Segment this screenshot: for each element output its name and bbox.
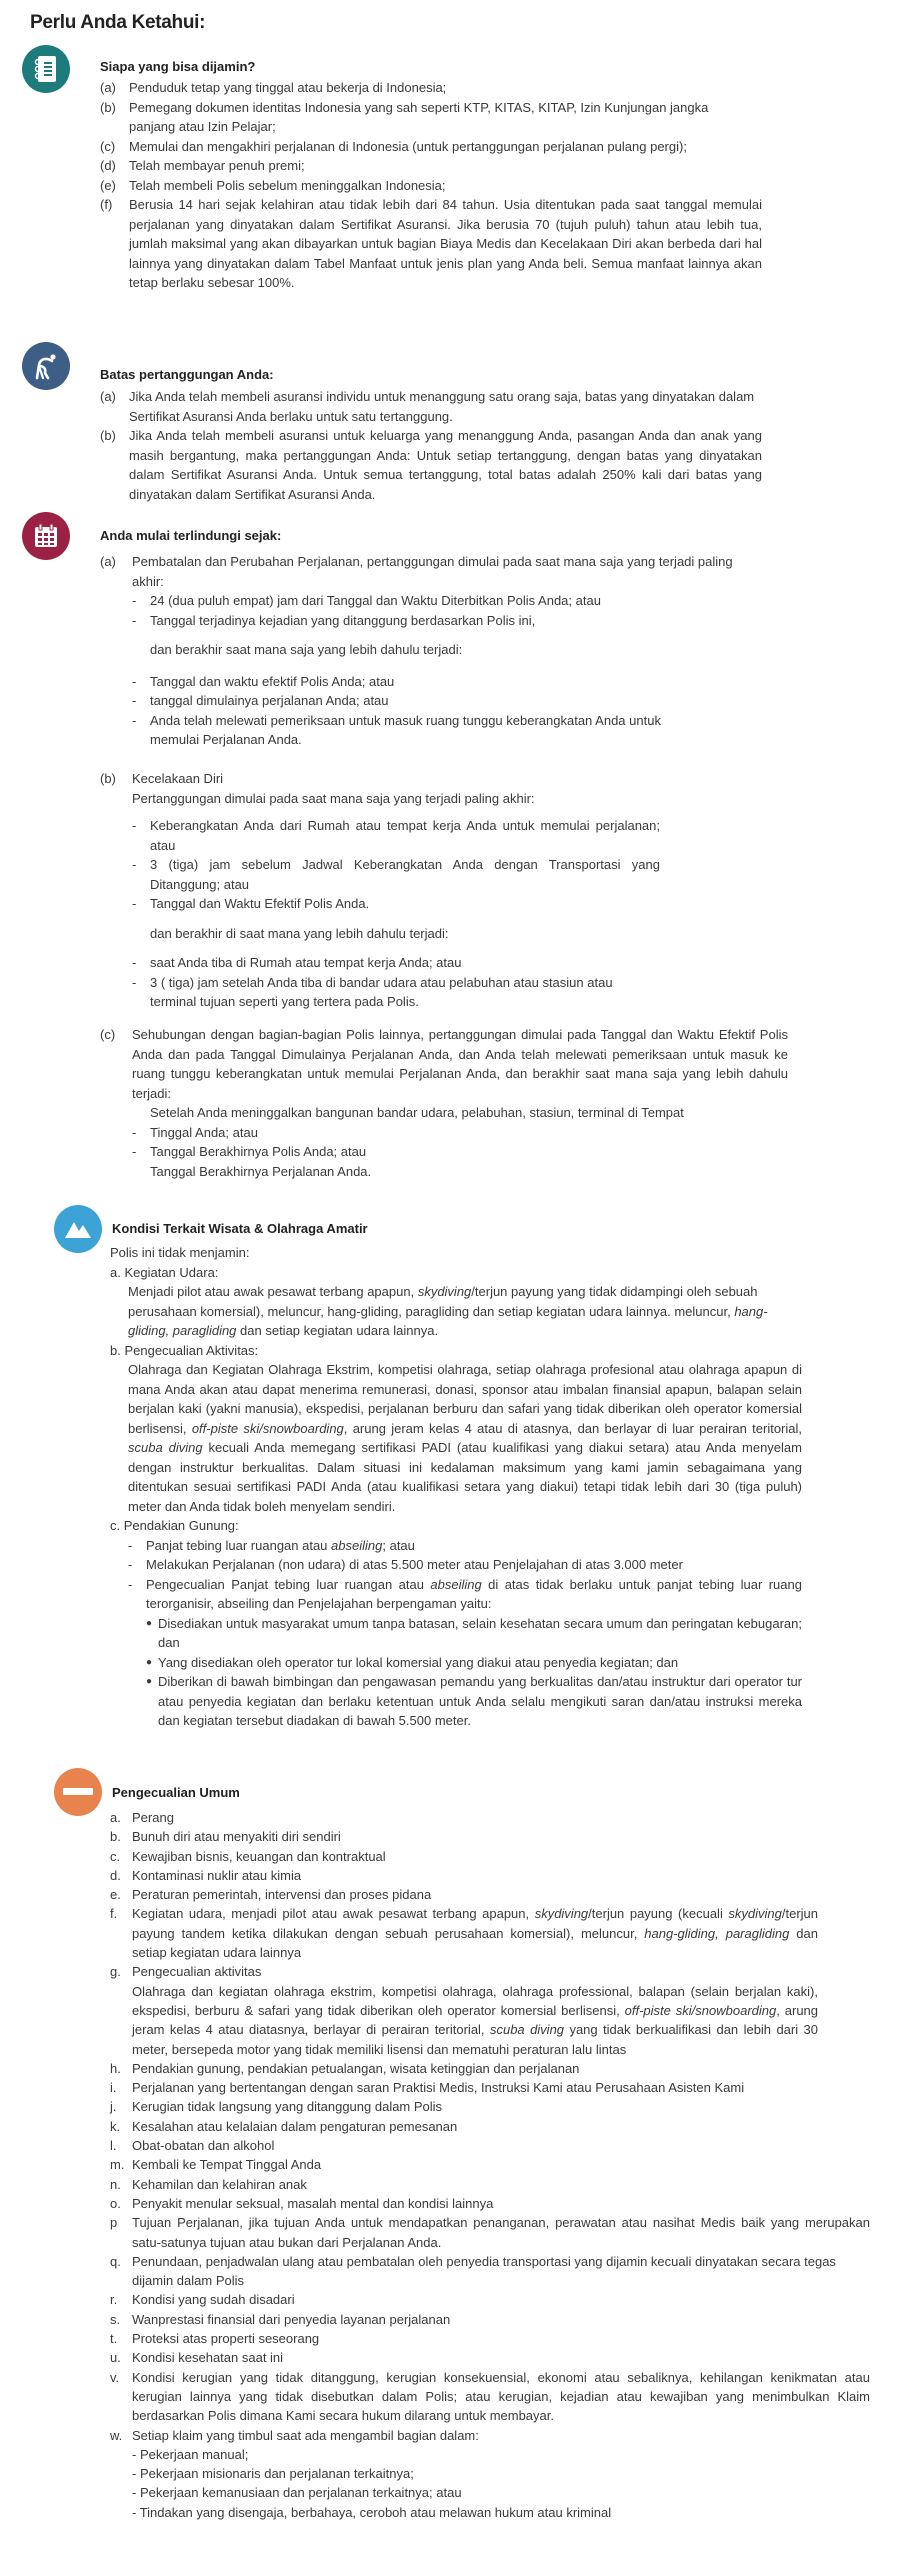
list-item: - Pekerjaan misionaris dan perjalanan terkaitnya; [132, 2466, 414, 2482]
section-title-sports: Kondisi Terkait Wisata & Olahraga Amatir [112, 1221, 368, 1236]
list-item: n. Kehamilan dan kelahiran anak [110, 2176, 307, 2192]
start-b: (b) Kecelakaan Diri Pertanggungan dimulai pada saat mana saja yang terjadi paling akhir: - Keberangkatan Anda dari Rumah atau tempat kerja Anda untuk memulai perjalanan; atau - 3 (tiga) jam sebelum Jadwal Keberangkatan Anda dengan Transportasi yang Ditanggung; atau - Tanggal dan Waktu Efektif Polis Anda. dan berakhir di saat mana yang lebih dahulu terjadi: - saat Anda tiba di Rumah atau tempat kerja Anda; atau - 3 ( tiga) jam setelah Anda tiba di bandar udara atau pelabuhan atau stasiun atau terminal tujuan seperti yang tertera pada Polis. [100, 769, 740, 1012]
list-item: - Anda telah melewati pemeriksaan untuk masuk ruang tunggu keberangkatan Anda untuk memulai Perjalanan Anda. [132, 712, 661, 747]
calendar-icon [22, 512, 70, 560]
bullet-item: ● Disediakan untuk masyarakat umum tanpa batasan, selain kesehatan secara umum dan peringatan kebugaran; dan [146, 1615, 802, 1650]
list-item: v. Kondisi kerugian yang tidak ditanggung, kerugian konsekuensial, ekonomi atau sebaliknya, kehilangan kenikmatan atau kerugian lainnya yang tidak disebutkan dalam Polis; atau kerugian, kejadian atau kewajiban yang menimbulkan Klaim berdasarkan Polis dimana Kami secara hukum dilarang untuk membayar. [110, 2369, 870, 2424]
list-item: m. Kembali ke Tempat Tinggal Anda [110, 2157, 322, 2173]
list-item: - Pengecualian Panjat tebing luar ruangan atau abseiling di atas tidak berlaku untuk panjat tebing luar ruang terorganisir, abseiling dan Penjelajahan berpengaman yaitu: [128, 1576, 802, 1611]
start-a: (a) Pembatalan dan Perubahan Perjalanan, pertanggungan dimulai pada saat mana saja yang terjadi paling akhir: - 24 (dua puluh empat) jam dari Tanggal dan Waktu Diterbitkan Polis Anda; atau - Tanggal terjadinya kejadian yang ditanggung berdasarkan Polis ini, dan berakhir saat mana saja yang lebih dahulu terjadi: - Tanggal dan waktu efektif Polis Anda; atau - tanggal dimulainya perjalanan Anda; atau - Anda telah melewati pemeriksaan untuk masuk ruang tunggu keberangkatan Anda untuk memulai Perjalanan Anda. [100, 552, 740, 750]
list-item: l. Obat-obatan dan alkohol [110, 2138, 275, 2154]
list-item: g. Pengecualian aktivitas [110, 1964, 262, 1980]
general-list: a. Perang b. Bunuh diri atau menyakiti diri sendiri c. Kewajiban bisnis, keuangan dan kontraktual d. Kontaminasi nuklir atau kimia e. Peraturan pemerintah, intervensi dan proses pidana f. Kegiatan udara, menjadi pilot atau awak pesawat terbang apapun, skydiving/terjun payung (kecuali skydiving/terjun payung tandem ketika dilakukan dengan sebuah perusahaan komersial), meluncur, hang-gliding, paragliding dan setiap kegiatan udara lainnya g. Pengecualian aktivitas Olahraga dan kegiatan olahraga ekstrim, kompetisi olahraga, olahraga professional, balapan (selain berjalan kaki), ekspedisi, berburu & safari yang tidak diberikan oleh operator komersial berlisensi, off-piste ski/snowboarding, arung jeram kelas 4 atau diatasnya, berlayar di perairan teritorial, scuba diving yang tidak berkualifikasi dan lebih dari 30 meter, bersepeda motor yang tidak memiliki lisensi dan mematuhi peraturan lalu lintas h. Pendakian gunung, pendakian petualangan, wisata ketinggian dan perjalanan i. Perjalanan yang bertentangan dengan saran Praktisi Medis, Instruksi Kami atau Perusahaan Asisten Kami j. Kerugian tidak langsung yang ditanggung dalam Polis k. Kesalahan atau kelalaian dalam pengaturan pemesanan l. Obat-obatan dan alkohol m. Kembali ke Tempat Tinggal Anda n. Kehamilan dan kelahiran anak o. Penyakit menular seksual, masalah mental dan kondisi lainnya p Tujuan Perjalanan, jika tujuan Anda untuk mendapatkan penanganan, perawatan atau nasihat Medis baik yang merupakan satu-satunya tujuan atau bukan dari Perjalanan Anda. q. Penundaan, penjadwalan ulang atau pembatalan oleh penyedia transportasi yang dijamin kecuali dinyatakan secara tegas dijamin dalam Polis r. Kondisi yang sudah disadari s. Wanprestasi finansial dari penyedia layanan perjalanan t. Proteksi atas properti seseorang u. Kondisi kesehatan saat ini v. Kondisi kerugian yang tidak ditanggung, kerugian konsekuensial, ekonomi atau sebaliknya, kehilangan kenikmatan atau kerugian lainnya yang tidak disebutkan dalam Polis; atau kerugian, kejadian atau kewajiban yang menimbulkan Klaim berdasarkan Polis dimana Kami secara hukum dilarang untuk membayar. w. Setiap klaim yang timbul saat ada mengambil bagian dalam: - Pekerjaan manual; - Pekerjaan misionaris dan perjalanan terkaitnya; - Pekerjaan kemanusiaan dan perjalanan terkaitnya; atau - Tindakan yang disengaja, berbahaya, ceroboh atau melawan hukum atau kriminal [110, 1808, 870, 2522]
list-item: h. Pendakian gunung, pendakian petualangan, wisata ketinggian dan perjalanan [110, 2060, 580, 2076]
limits-list [100, 387, 762, 504]
list-item: t. Proteksi atas properti seseorang [110, 2331, 320, 2347]
list-item: s. Wanprestasi finansial dari penyedia layanan perjalanan [110, 2311, 451, 2327]
list-item: r. Kondisi yang sudah disadari [110, 2292, 295, 2308]
list-item: - Tinggal Anda; atau [132, 1124, 258, 1140]
who-item: (b) Pemegang dokumen identitas Indonesia yang sah seperti KTP, KITAS, KITAP, Izin Kunjungan jangka panjang atau Izin Pelajar; [100, 99, 709, 134]
who-item: (f) Berusia 14 hari sejak kelahiran atau tidak lebih dari 84 tahun. Usia ditentukan pada saat tanggal memulai perjalanan yang dinyatakan dalam Sertifikat Asuransi. Jika berusia 70 (tujuh puluh) tahun atau lebih tua, jumlah maksimal yang akan dibayarkan untuk bagian Biaya Medis dan Kecelakaan Diri akan berbeda dari hal lainnya yang dinyatakan dalam Tabel Manfaat untuk jenis plan yang Anda beli. Semua manfaat lainnya akan tetap berlaku sebesar 100%. [100, 197, 762, 290]
section-title-general: Pengecualian Umum [112, 1785, 240, 1800]
list-item: k. Kesalahan atau kelalaian dalam pengaturan pemesanan [110, 2118, 458, 2134]
list-item: - Tanggal Berakhirnya Polis Anda; atau [132, 1144, 367, 1159]
sports-body: Polis ini tidak menjamin: a. Kegiatan Udara: Menjadi pilot atau awak pesawat terbang apapun, skydiving/terjun payung yang tidak didampingi oleh sebuah perusahaan komersial), meluncur, hang-gliding, paragliding dan setiap kegiatan udara lainnya. meluncur, hang-gliding, paragliding dan setiap kegiatan udara lainnya. b. Pengecualian Aktivitas: Olahraga dan Kegiatan Olahraga Ekstrim, kompetisi olahraga, setiap olahraga profesional atau olahraga apapun di mana Anda akan atau dapat menerima remunerasi, donasi, sponsor atau imbalan finansial apapun, balapan selain berjalan kaki (yakni manusia), ekspedisi, perjalanan berburu dan safari yang tidak diberikan oleh operator komersial berlisensi, off-piste ski/snowboarding, arung jeram kelas 4 atau di atasnya, dan berlayar di luar perairan teritorial, scuba diving kecuali Anda memegang sertifikasi PADI (atau kualifikasi yang diakui setara) atau Anda menyelam dengan instruktur berkualitas. Dalam situasi ini kedalaman maksimum yang kami jamin sebagaimana yang ditentukan sesuai sertifikasi PADI Anda (atau kualifikasi setara yang diakui) tetapi tidak lebih dari 30 (tiga puluh) meter dan Anda tidak boleh menyelam sendiri. c. Pendakian Gunung: - Panjat tebing luar ruangan atau abseiling; atau - Melakukan Perjalanan (non udara) di atas 5.500 meter atau Penjelajahan di atas 3.000 meter - Pengecualian Panjat tebing luar ruangan atau abseiling di atas tidak berlaku untuk panjat tebing luar ruang terorganisir, abseiling dan Penjelajahan berpengaman yaitu: ● Disediakan untuk masyarakat umum tanpa batasan, selain kesehatan secara umum dan peringatan kebugaran; dan ● Yang disediakan oleh operator tur lokal komersial yang diakui atau penyedia kegiatan; dan ● Diberikan di bawah bimbingan dan pengawasan pemandu yang berkualitas dan/atau instruktur dari operator tur atau penyedia kegiatan dan berlaku ketentuan untuk Anda selalu mengikuti saran dan/atau instruksi mereka dan kegiatan tersebut diadakan di bawah 5.500 meter. [110, 1243, 802, 1731]
notebook-icon [22, 45, 70, 93]
section-title-start: Anda mulai terlindungi sejak: [100, 528, 282, 543]
page-title: Perlu Anda Ketahui: [30, 12, 206, 33]
list-item: - 24 (dua puluh empat) jam dari Tanggal dan Waktu Diterbitkan Polis Anda; atau [132, 593, 601, 608]
bullet-item: ● Yang disediakan oleh operator tur lokal komersial yang diakui atau penyedia kegiatan; dan [146, 1654, 679, 1670]
list-item: - 3 ( tiga) jam setelah Anda tiba di bandar udara atau pelabuhan atau stasiun atau terminal tujuan seperti yang tertera pada Polis. [132, 974, 613, 1009]
list-item: - Pekerjaan manual; [132, 2446, 249, 2462]
section-title-limits: Batas pertanggungan Anda: [100, 367, 274, 382]
list-item: o. Penyakit menular seksual, masalah mental dan kondisi lainnya [110, 2195, 494, 2211]
stretching-person-icon [22, 342, 70, 390]
list-item: - Panjat tebing luar ruangan atau abseiling; atau [128, 1537, 415, 1553]
list-item: e. Peraturan pemerintah, intervensi dan proses pidana [110, 1887, 432, 1903]
mountain-icon [54, 1205, 102, 1253]
list-item: - saat Anda tiba di Rumah atau tempat kerja Anda; atau [132, 955, 462, 970]
list-item: - tanggal dimulainya perjalanan Anda; atau [132, 693, 389, 708]
list-item: - Tanggal dan waktu efektif Polis Anda; atau [132, 673, 395, 689]
who-item: (d) Telah membayar penuh premi; [100, 158, 305, 173]
section-title-who: Siapa yang bisa dijamin? [100, 59, 256, 74]
list-item: - Pekerjaan kemanusiaan dan perjalanan terkaitnya; atau [132, 2485, 462, 2501]
who-item: (c) Memulai dan mengakhiri perjalanan di Indonesia (untuk pertanggungan perjalanan pulang pergi); [100, 138, 687, 154]
list-item: d. Kontaminasi nuklir atau kimia [110, 1867, 302, 1883]
list-item: b. Bunuh diri atau menyakiti diri sendiri [110, 1829, 341, 1845]
list-item: i. Perjalanan yang bertentangan dengan saran Praktisi Medis, Instruksi Kami atau Perusahaan Asisten Kami [110, 2080, 745, 2096]
list-item: u. Kondisi kesehatan saat ini [110, 2350, 284, 2366]
who-item: (e) Telah membeli Polis sebelum meninggalkan Indonesia; [100, 177, 446, 193]
list-item: - 3 (tiga) jam sebelum Jadwal Keberangkatan Anda dengan Transportasi yang Ditanggung; atau [132, 857, 660, 892]
list-item: - Tanggal terjadinya kejadian yang ditanggung berdasarkan Polis ini, [132, 612, 536, 628]
list-item: - Tanggal dan Waktu Efektif Polis Anda. [132, 896, 370, 911]
list-item: a. Perang [110, 1810, 174, 1825]
list-item: - Tindakan yang disengaja, berbahaya, ceroboh atau melawan hukum atau kriminal [132, 2504, 612, 2520]
list-item: - Melakukan Perjalanan (non udara) di atas 5.500 meter atau Penjelajahan di atas 3.000 meter [128, 1557, 683, 1572]
limits-item: (b) Jika Anda telah membeli asuransi untuk keluarga yang menanggung Anda, pasangan Anda dan anak yang masih bergantung, maka pertanggungan Anda: Untuk setiap tertanggung, dengan batas yang dinyatakan dalam Sertifikat Asuransi Anda. Untuk semua tertanggung, total batas adalah 250% kali dari batas yang dinyatakan dalam Sertifikat Asuransi Anda. [100, 428, 762, 502]
list-item: c. Kewajiban bisnis, keuangan dan kontraktual [110, 1848, 386, 1864]
list-item: p Tujuan Perjalanan, jika tujuan Anda untuk mendapatkan penanganan, perawatan atau nasihat Medis baik yang merupakan satu-satunya tujuan atau bukan dari Perjalanan Anda. [110, 2215, 870, 2250]
who-item: (a) Penduduk tetap yang tinggal atau bekerja di Indonesia; [100, 80, 447, 95]
list-item: - Keberangkatan Anda dari Rumah atau tempat kerja Anda untuk memulai perjalanan; atau [132, 818, 660, 853]
list-item: j. Kerugian tidak langsung yang ditanggung dalam Polis [110, 2099, 443, 2115]
list-item: w. Setiap klaim yang timbul saat ada mengambil bagian dalam: [110, 2427, 479, 2443]
limits-item: (a) Jika Anda telah membeli asuransi individu untuk menanggung satu orang saja, batas yang dinyatakan dalam Sertifikat Asuransi Anda berlaku untuk satu tertanggung. [100, 389, 755, 424]
list-item: f. Kegiatan udara, menjadi pilot atau awak pesawat terbang apapun, skydiving/terjun payung (kecuali skydiving/terjun payung tandem ketika dilakukan dengan sebuah perusahaan komersial), meluncur, hang-gliding, paragliding dan setiap kegiatan udara lainnya [110, 1906, 818, 1961]
who-list [100, 78, 762, 293]
minus-circle-icon [54, 1768, 102, 1816]
list-item: q. Penundaan, penjadwalan ulang atau pembatalan oleh penyedia transportasi yang dijamin kecuali dinyatakan secara tegas dijamin dalam Polis [110, 2253, 836, 2289]
bullet-item: ● Diberikan di bawah bimbingan dan pengawasan pemandu yang berkualitas dan/atau instruktur dari operator tur atau penyedia kegiatan dan berlaku ketentuan untuk Anda selalu mengikuti saran dan/atau instruksi mereka dan kegiatan tersebut diadakan di bawah 5.500 meter. [146, 1674, 802, 1728]
start-c: (c) Sehubungan dengan bagian-bagian Polis lainnya, pertanggungan dimulai pada Tanggal dan Waktu Efektif Polis Anda dan pada Tanggal Dimulainya Perjalanan Anda, dan Anda telah melewati pemeriksaan untuk masuk ke ruang tunggu keberangkatan untuk memulai Perjalanan Anda, dan berakhir saat mana saja yang lebih dahulu terjadi: Setelah Anda meninggalkan bangunan bandar udara, pelabuhan, stasiun, terminal di Tempat - Tinggal Anda; atau - Tanggal Berakhirnya Polis Anda; atau Tanggal Berakhirnya Perjalanan Anda. [100, 1025, 800, 1181]
